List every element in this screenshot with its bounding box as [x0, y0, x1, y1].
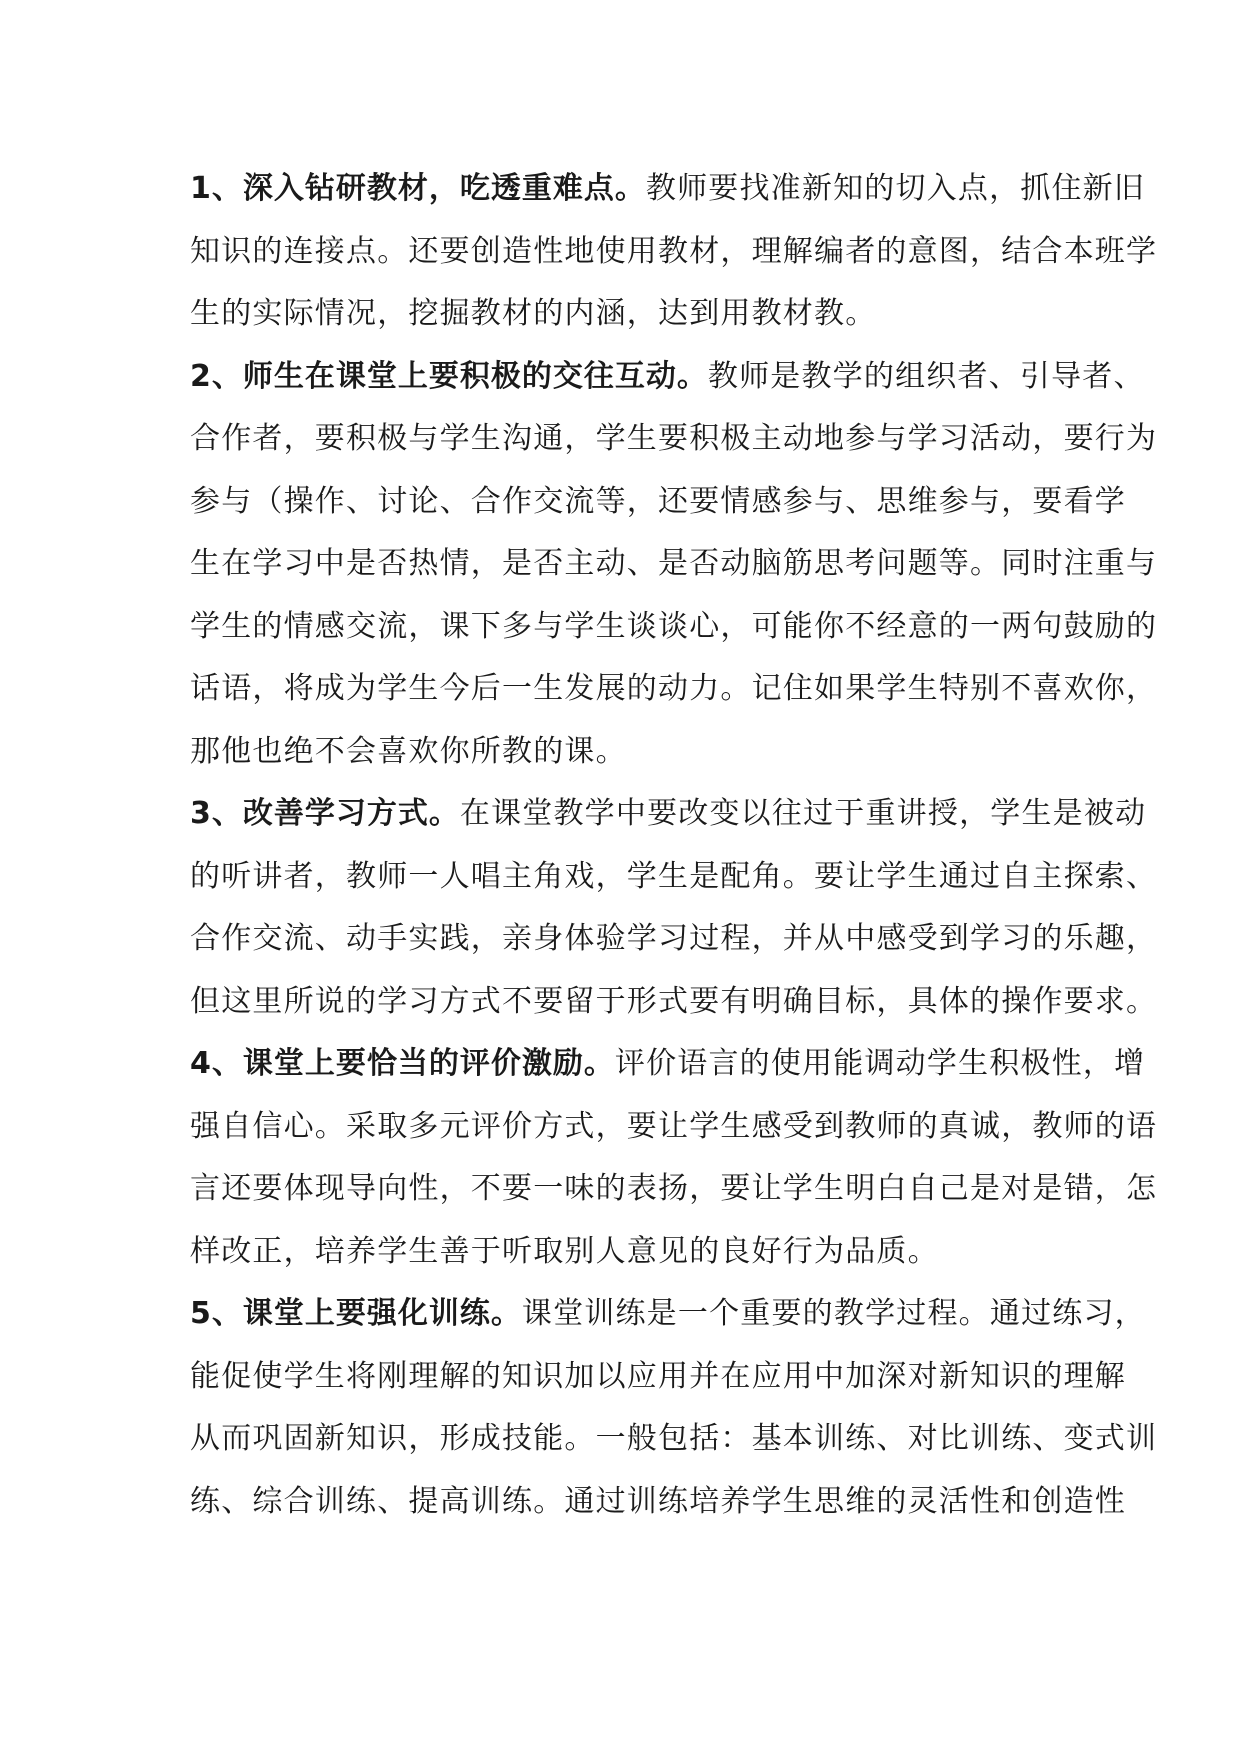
paragraph-text: 课堂训练是一个重要的教学过程。通过练习，	[521, 1296, 1146, 1331]
paragraph-heading: 1、深入钻研教材，吃透重难点。	[190, 171, 646, 206]
paragraph-text: 教师要找准新知的切入点，抓住新旧	[645, 171, 1146, 206]
paragraph-line	[190, 783, 1147, 846]
paragraph-heading: 5、课堂上要强化训练。	[190, 1296, 522, 1331]
paragraph-4	[190, 1033, 1158, 1283]
paragraph-line: 学生的情感交流，课下多与学生谈谈心，可能你不经意的一两句鼓励的	[190, 608, 1158, 644]
paragraph-line: 话语，将成为学生今后一生发展的动力。记住如果学生特别不喜欢你，	[190, 671, 1158, 706]
paragraph-text: 在课堂教学中要改变以往过于重讲授，学生是被动	[459, 796, 1147, 831]
paragraph-text: 评价语言的使用能调动学生积极性，增	[614, 1046, 1146, 1081]
paragraph-2	[190, 346, 1158, 784]
paragraph-1	[190, 158, 1158, 346]
paragraph-line: 练、综合训练、提高训练。通过训练培养学生思维的灵活性和创造性	[190, 1483, 1126, 1519]
paragraph-line	[190, 346, 1145, 409]
paragraph-line: 样改正，培养学生善于听取别人意见的良好行为品质。	[190, 1233, 939, 1269]
paragraph-line: 但这里所说的学习方式不要留于形式要有明确目标，具体的操作要求。	[190, 983, 1158, 1019]
paragraph-line: 能促使学生将刚理解的知识加以应用并在应用中加深对新知识的理解	[190, 1358, 1126, 1394]
paragraph-heading: 3、改善学习方式。	[190, 796, 460, 831]
paragraph-line: 合作者，要积极与学生沟通，学生要积极主动地参与学习活动，要行为	[190, 421, 1158, 456]
paragraph-5	[190, 1283, 1158, 1533]
paragraph-line: 生在学习中是否热情，是否主动、是否动脑筋思考问题等。同时注重与	[190, 546, 1158, 581]
paragraph-text: 教师是教学的组织者、引导者、	[707, 358, 1145, 394]
paragraph-heading: 4、课堂上要恰当的评价激励。	[190, 1046, 615, 1081]
paragraph-line: 合作交流、动手实践，亲身体验学习过程，并从中感受到学习的乐趣，	[190, 921, 1158, 956]
paragraph-line: 参与（操作、讨论、合作交流等，还要情感参与、思维参与，要看学	[190, 483, 1126, 519]
paragraph-line	[190, 1283, 1146, 1346]
paragraph-line: 知识的连接点。还要创造性地使用教材，理解编者的意图，结合本班学	[190, 233, 1158, 269]
document-page	[190, 158, 1158, 1533]
paragraph-3	[190, 783, 1158, 1033]
paragraph-line	[190, 158, 1146, 221]
paragraph-line: 生的实际情况，挖掘教材的内涵，达到用教材教。	[190, 296, 877, 331]
paragraph-line	[190, 1033, 1146, 1096]
paragraph-line: 的听讲者，教师一人唱主角戏，学生是配角。要让学生通过自主探索、	[190, 858, 1158, 894]
paragraph-line: 言还要体现导向性，不要一味的表扬，要让学生明白自己是对是错，怎	[190, 1171, 1158, 1206]
paragraph-line: 那他也绝不会喜欢你所教的课。	[190, 733, 627, 769]
paragraph-line: 从而巩固新知识，形成技能。一般包括：基本训练、对比训练、变式训	[190, 1421, 1158, 1456]
paragraph-line: 强自信心。采取多元评价方式，要让学生感受到教师的真诚，教师的语	[190, 1108, 1158, 1144]
paragraph-heading: 2、师生在课堂上要积极的交往互动。	[190, 358, 708, 394]
